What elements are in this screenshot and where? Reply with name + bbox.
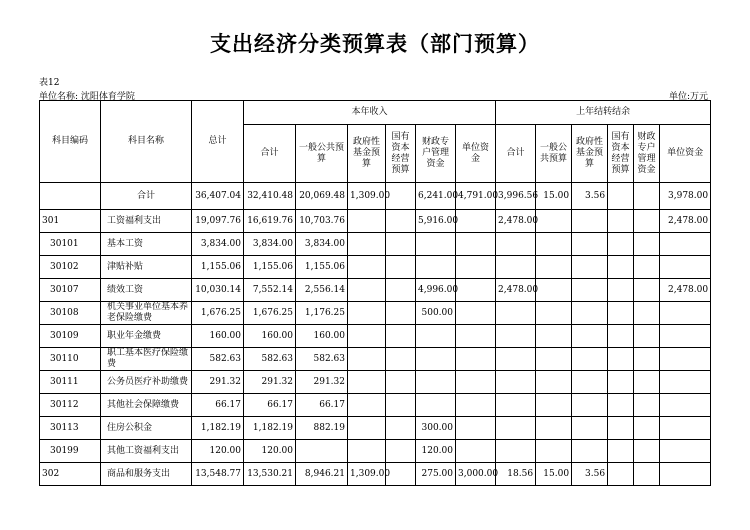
cell-c-unit (660, 371, 711, 394)
cell-c-state (608, 233, 634, 256)
cell-c-state (608, 325, 634, 348)
cell-gov (348, 440, 386, 463)
cell-c-fiscal (634, 183, 660, 210)
cell-gov (348, 417, 386, 440)
cell-sum: 16,619.76 (244, 210, 296, 233)
cell-name: 工资福利支出 (101, 210, 192, 233)
cell-c-fiscal (634, 279, 660, 302)
cell-sum: 582.63 (244, 348, 296, 371)
table-row (40, 233, 711, 256)
cell-c-state (608, 394, 634, 417)
cell-c-unit (660, 256, 711, 279)
cell-unit (456, 440, 496, 463)
cell-c-sum: 18.56 (496, 463, 536, 486)
cell-total: 3,834.00 (192, 233, 244, 256)
cell-general: 1,176.25 (296, 302, 348, 325)
cell-name: 商品和服务支出 (101, 463, 192, 486)
cell-code: 30102 (40, 256, 101, 279)
cell-state (386, 256, 416, 279)
cell-general: 2,556.14 (296, 279, 348, 302)
cell-c-sum (496, 302, 536, 325)
cell-c-sum (496, 394, 536, 417)
cell-general: 882.19 (296, 417, 348, 440)
cell-c-fiscal (634, 417, 660, 440)
header-general-budget: 一般公共预算 (296, 125, 348, 183)
header-current-income: 本年收入 (244, 101, 496, 125)
cell-unit (456, 256, 496, 279)
cell-name: 职业年金缴费 (101, 325, 192, 348)
unit-label: 单位:万元 (668, 92, 708, 102)
cell-fiscal (416, 348, 456, 371)
cell-code: 30199 (40, 440, 101, 463)
cell-gov (348, 371, 386, 394)
cell-gov (348, 279, 386, 302)
header-gov-fund: 政府性基金预算 (348, 125, 386, 183)
table-row (40, 348, 711, 371)
cell-c-general (536, 279, 572, 302)
cell-c-gov (572, 325, 608, 348)
cell-general: 582.63 (296, 348, 348, 371)
cell-c-general (536, 417, 572, 440)
cell-c-unit: 3,978.00 (660, 183, 711, 210)
cell-name: 基本工资 (101, 233, 192, 256)
header-sum: 合计 (244, 125, 296, 183)
cell-name: 津贴补贴 (101, 256, 192, 279)
cell-total: 10,030.14 (192, 279, 244, 302)
cell-c-sum (496, 371, 536, 394)
cell-state (386, 302, 416, 325)
cell-total: 1,182.19 (192, 417, 244, 440)
cell-code: 301 (40, 210, 101, 233)
cell-c-unit (660, 348, 711, 371)
cell-fiscal (416, 371, 456, 394)
cell-state (386, 463, 416, 486)
cell-general: 10,703.76 (296, 210, 348, 233)
cell-c-gov (572, 371, 608, 394)
cell-c-unit: 2,478.00 (660, 279, 711, 302)
cell-state (386, 233, 416, 256)
cell-c-state (608, 279, 634, 302)
cell-c-state (608, 210, 634, 233)
cell-fiscal (416, 394, 456, 417)
cell-code: 30111 (40, 371, 101, 394)
cell-c-general: 15.00 (536, 463, 572, 486)
cell-c-sum: 2,478.00 (496, 279, 536, 302)
table-row (40, 279, 711, 302)
cell-c-general (536, 256, 572, 279)
cell-c-state (608, 302, 634, 325)
cell-fiscal: 500.00 (416, 302, 456, 325)
cell-code: 30113 (40, 417, 101, 440)
cell-c-fiscal (634, 394, 660, 417)
cell-c-unit: 2,478.00 (660, 210, 711, 233)
cell-c-fiscal (634, 302, 660, 325)
cell-sum: 32,410.48 (244, 183, 296, 210)
cell-state (386, 394, 416, 417)
unit-name: 单位名称: 沈阳体育学院 (39, 92, 135, 102)
table-body (40, 183, 711, 486)
table-row (40, 417, 711, 440)
cell-c-state (608, 440, 634, 463)
table-row (40, 371, 711, 394)
cell-name: 其他社会保障缴费 (101, 394, 192, 417)
cell-fiscal (416, 325, 456, 348)
cell-sum: 1,155.06 (244, 256, 296, 279)
cell-unit: 4,791.00 (456, 183, 496, 210)
cell-state (386, 417, 416, 440)
cell-sum: 7,552.14 (244, 279, 296, 302)
cell-c-general (536, 371, 572, 394)
cell-state (386, 371, 416, 394)
cell-c-sum (496, 256, 536, 279)
cell-gov (348, 394, 386, 417)
cell-code: 30109 (40, 325, 101, 348)
header-c-general: 一般公共预算 (536, 125, 572, 183)
cell-gov (348, 325, 386, 348)
cell-total: 1,676.25 (192, 302, 244, 325)
cell-c-general: 15.00 (536, 183, 572, 210)
cell-name: 职工基本医疗保险缴费 (101, 348, 192, 371)
cell-name: 住房公积金 (101, 417, 192, 440)
cell-c-state (608, 348, 634, 371)
cell-sum: 120.00 (244, 440, 296, 463)
table-number: 表12 (39, 78, 60, 88)
cell-fiscal: 4,996.00 (416, 279, 456, 302)
cell-name: 绩效工资 (101, 279, 192, 302)
cell-sum: 13,530.21 (244, 463, 296, 486)
cell-c-fiscal (634, 233, 660, 256)
cell-code (40, 183, 101, 210)
cell-fiscal: 5,916.00 (416, 210, 456, 233)
cell-fiscal (416, 256, 456, 279)
cell-c-gov (572, 302, 608, 325)
cell-sum: 291.32 (244, 371, 296, 394)
cell-c-state (608, 417, 634, 440)
cell-sum: 3,834.00 (244, 233, 296, 256)
cell-c-gov (572, 210, 608, 233)
table-row (40, 302, 711, 325)
cell-c-sum (496, 417, 536, 440)
cell-c-sum (496, 233, 536, 256)
cell-unit (456, 417, 496, 440)
cell-fiscal: 120.00 (416, 440, 456, 463)
cell-c-fiscal (634, 463, 660, 486)
cell-c-gov (572, 279, 608, 302)
cell-c-unit (660, 394, 711, 417)
header-c-state-capital: 国有资本经营预算 (608, 125, 634, 183)
cell-state (386, 325, 416, 348)
cell-c-general (536, 440, 572, 463)
cell-c-general (536, 233, 572, 256)
cell-name: 公务员医疗补助缴费 (101, 371, 192, 394)
table-row (40, 325, 711, 348)
cell-sum: 1,676.25 (244, 302, 296, 325)
cell-c-unit (660, 233, 711, 256)
table-row (40, 440, 711, 463)
cell-unit (456, 233, 496, 256)
cell-gov: 1,309.00 (348, 183, 386, 210)
cell-c-fiscal (634, 440, 660, 463)
header-code: 科目编码 (40, 101, 101, 183)
cell-c-gov: 3.56 (572, 183, 608, 210)
cell-general: 20,069.48 (296, 183, 348, 210)
cell-c-fiscal (634, 348, 660, 371)
cell-c-sum (496, 440, 536, 463)
cell-c-general (536, 210, 572, 233)
header-total: 总计 (192, 101, 244, 183)
cell-sum: 160.00 (244, 325, 296, 348)
cell-unit: 3,000.00 (456, 463, 496, 486)
cell-gov: 1,309.00 (348, 463, 386, 486)
cell-c-sum (496, 348, 536, 371)
cell-c-gov (572, 233, 608, 256)
cell-c-unit (660, 417, 711, 440)
cell-code: 30112 (40, 394, 101, 417)
cell-general: 66.17 (296, 394, 348, 417)
cell-unit (456, 210, 496, 233)
cell-c-gov (572, 348, 608, 371)
cell-fiscal: 275.00 (416, 463, 456, 486)
cell-c-unit (660, 302, 711, 325)
cell-general: 3,834.00 (296, 233, 348, 256)
cell-c-gov (572, 417, 608, 440)
cell-c-fiscal (634, 325, 660, 348)
cell-c-unit (660, 463, 711, 486)
cell-total: 291.32 (192, 371, 244, 394)
cell-state (386, 348, 416, 371)
table-row (40, 394, 711, 417)
cell-c-gov (572, 394, 608, 417)
page-title: 支出经济分类预算表（部门预算） (210, 31, 540, 56)
cell-state (386, 183, 416, 210)
cell-unit (456, 394, 496, 417)
cell-unit (456, 348, 496, 371)
header-state-capital: 国有资本经营预算 (386, 125, 416, 183)
cell-code: 30107 (40, 279, 101, 302)
cell-gov (348, 256, 386, 279)
cell-sum: 1,182.19 (244, 417, 296, 440)
cell-c-fiscal (634, 371, 660, 394)
cell-c-state (608, 371, 634, 394)
cell-total: 120.00 (192, 440, 244, 463)
table-row (40, 256, 711, 279)
cell-c-general (536, 302, 572, 325)
cell-code: 30110 (40, 348, 101, 371)
cell-total: 1,155.06 (192, 256, 244, 279)
cell-name: 其他工资福利支出 (101, 440, 192, 463)
cell-unit (456, 371, 496, 394)
header-unit-fund: 单位资金 (456, 125, 496, 183)
cell-total: 13,548.77 (192, 463, 244, 486)
cell-general: 291.32 (296, 371, 348, 394)
cell-c-unit (660, 440, 711, 463)
cell-c-fiscal (634, 256, 660, 279)
cell-gov (348, 302, 386, 325)
cell-c-general (536, 394, 572, 417)
cell-gov (348, 210, 386, 233)
cell-state (386, 210, 416, 233)
cell-code: 30108 (40, 302, 101, 325)
cell-name: 机关事业单位基本养老保险缴费 (101, 302, 192, 325)
cell-c-gov: 3.56 (572, 463, 608, 486)
cell-gov (348, 348, 386, 371)
header-c-gov-fund: 政府性基金预算 (572, 125, 608, 183)
cell-fiscal: 300.00 (416, 417, 456, 440)
cell-c-state (608, 183, 634, 210)
cell-total: 160.00 (192, 325, 244, 348)
header-name: 科目名称 (101, 101, 192, 183)
cell-c-state (608, 256, 634, 279)
cell-gov (348, 233, 386, 256)
table-row (40, 210, 711, 233)
cell-fiscal (416, 233, 456, 256)
table-row (40, 463, 711, 486)
cell-c-sum (496, 325, 536, 348)
cell-c-general (536, 325, 572, 348)
cell-state (386, 279, 416, 302)
cell-general: 1,155.06 (296, 256, 348, 279)
cell-code: 302 (40, 463, 101, 486)
header-carryover: 上年结转结余 (496, 101, 711, 125)
cell-general: 8,946.21 (296, 463, 348, 486)
cell-unit (456, 325, 496, 348)
cell-c-gov (572, 256, 608, 279)
cell-state (386, 440, 416, 463)
cell-code: 30101 (40, 233, 101, 256)
cell-c-fiscal (634, 210, 660, 233)
cell-total: 19,097.76 (192, 210, 244, 233)
cell-general (296, 440, 348, 463)
header-c-unit-fund: 单位资金 (660, 125, 711, 183)
cell-total: 66.17 (192, 394, 244, 417)
cell-unit (456, 279, 496, 302)
cell-total: 582.63 (192, 348, 244, 371)
table-row-total (40, 183, 711, 210)
cell-c-gov (572, 440, 608, 463)
cell-c-sum: 3,996.56 (496, 183, 536, 210)
cell-sum: 66.17 (244, 394, 296, 417)
cell-unit (456, 302, 496, 325)
cell-c-general (536, 348, 572, 371)
cell-c-sum: 2,478.00 (496, 210, 536, 233)
cell-fiscal: 6,241.00 (416, 183, 456, 210)
cell-total: 36,407.04 (192, 183, 244, 210)
cell-general: 160.00 (296, 325, 348, 348)
header-c-fiscal-special: 财政专户管理资金 (634, 125, 660, 183)
cell-c-state (608, 463, 634, 486)
cell-c-unit (660, 325, 711, 348)
header-fiscal-special: 财政专户管理资金 (416, 125, 456, 183)
header-c-sum: 合计 (496, 125, 536, 183)
budget-table (39, 100, 711, 486)
cell-name: 合计 (101, 183, 192, 210)
